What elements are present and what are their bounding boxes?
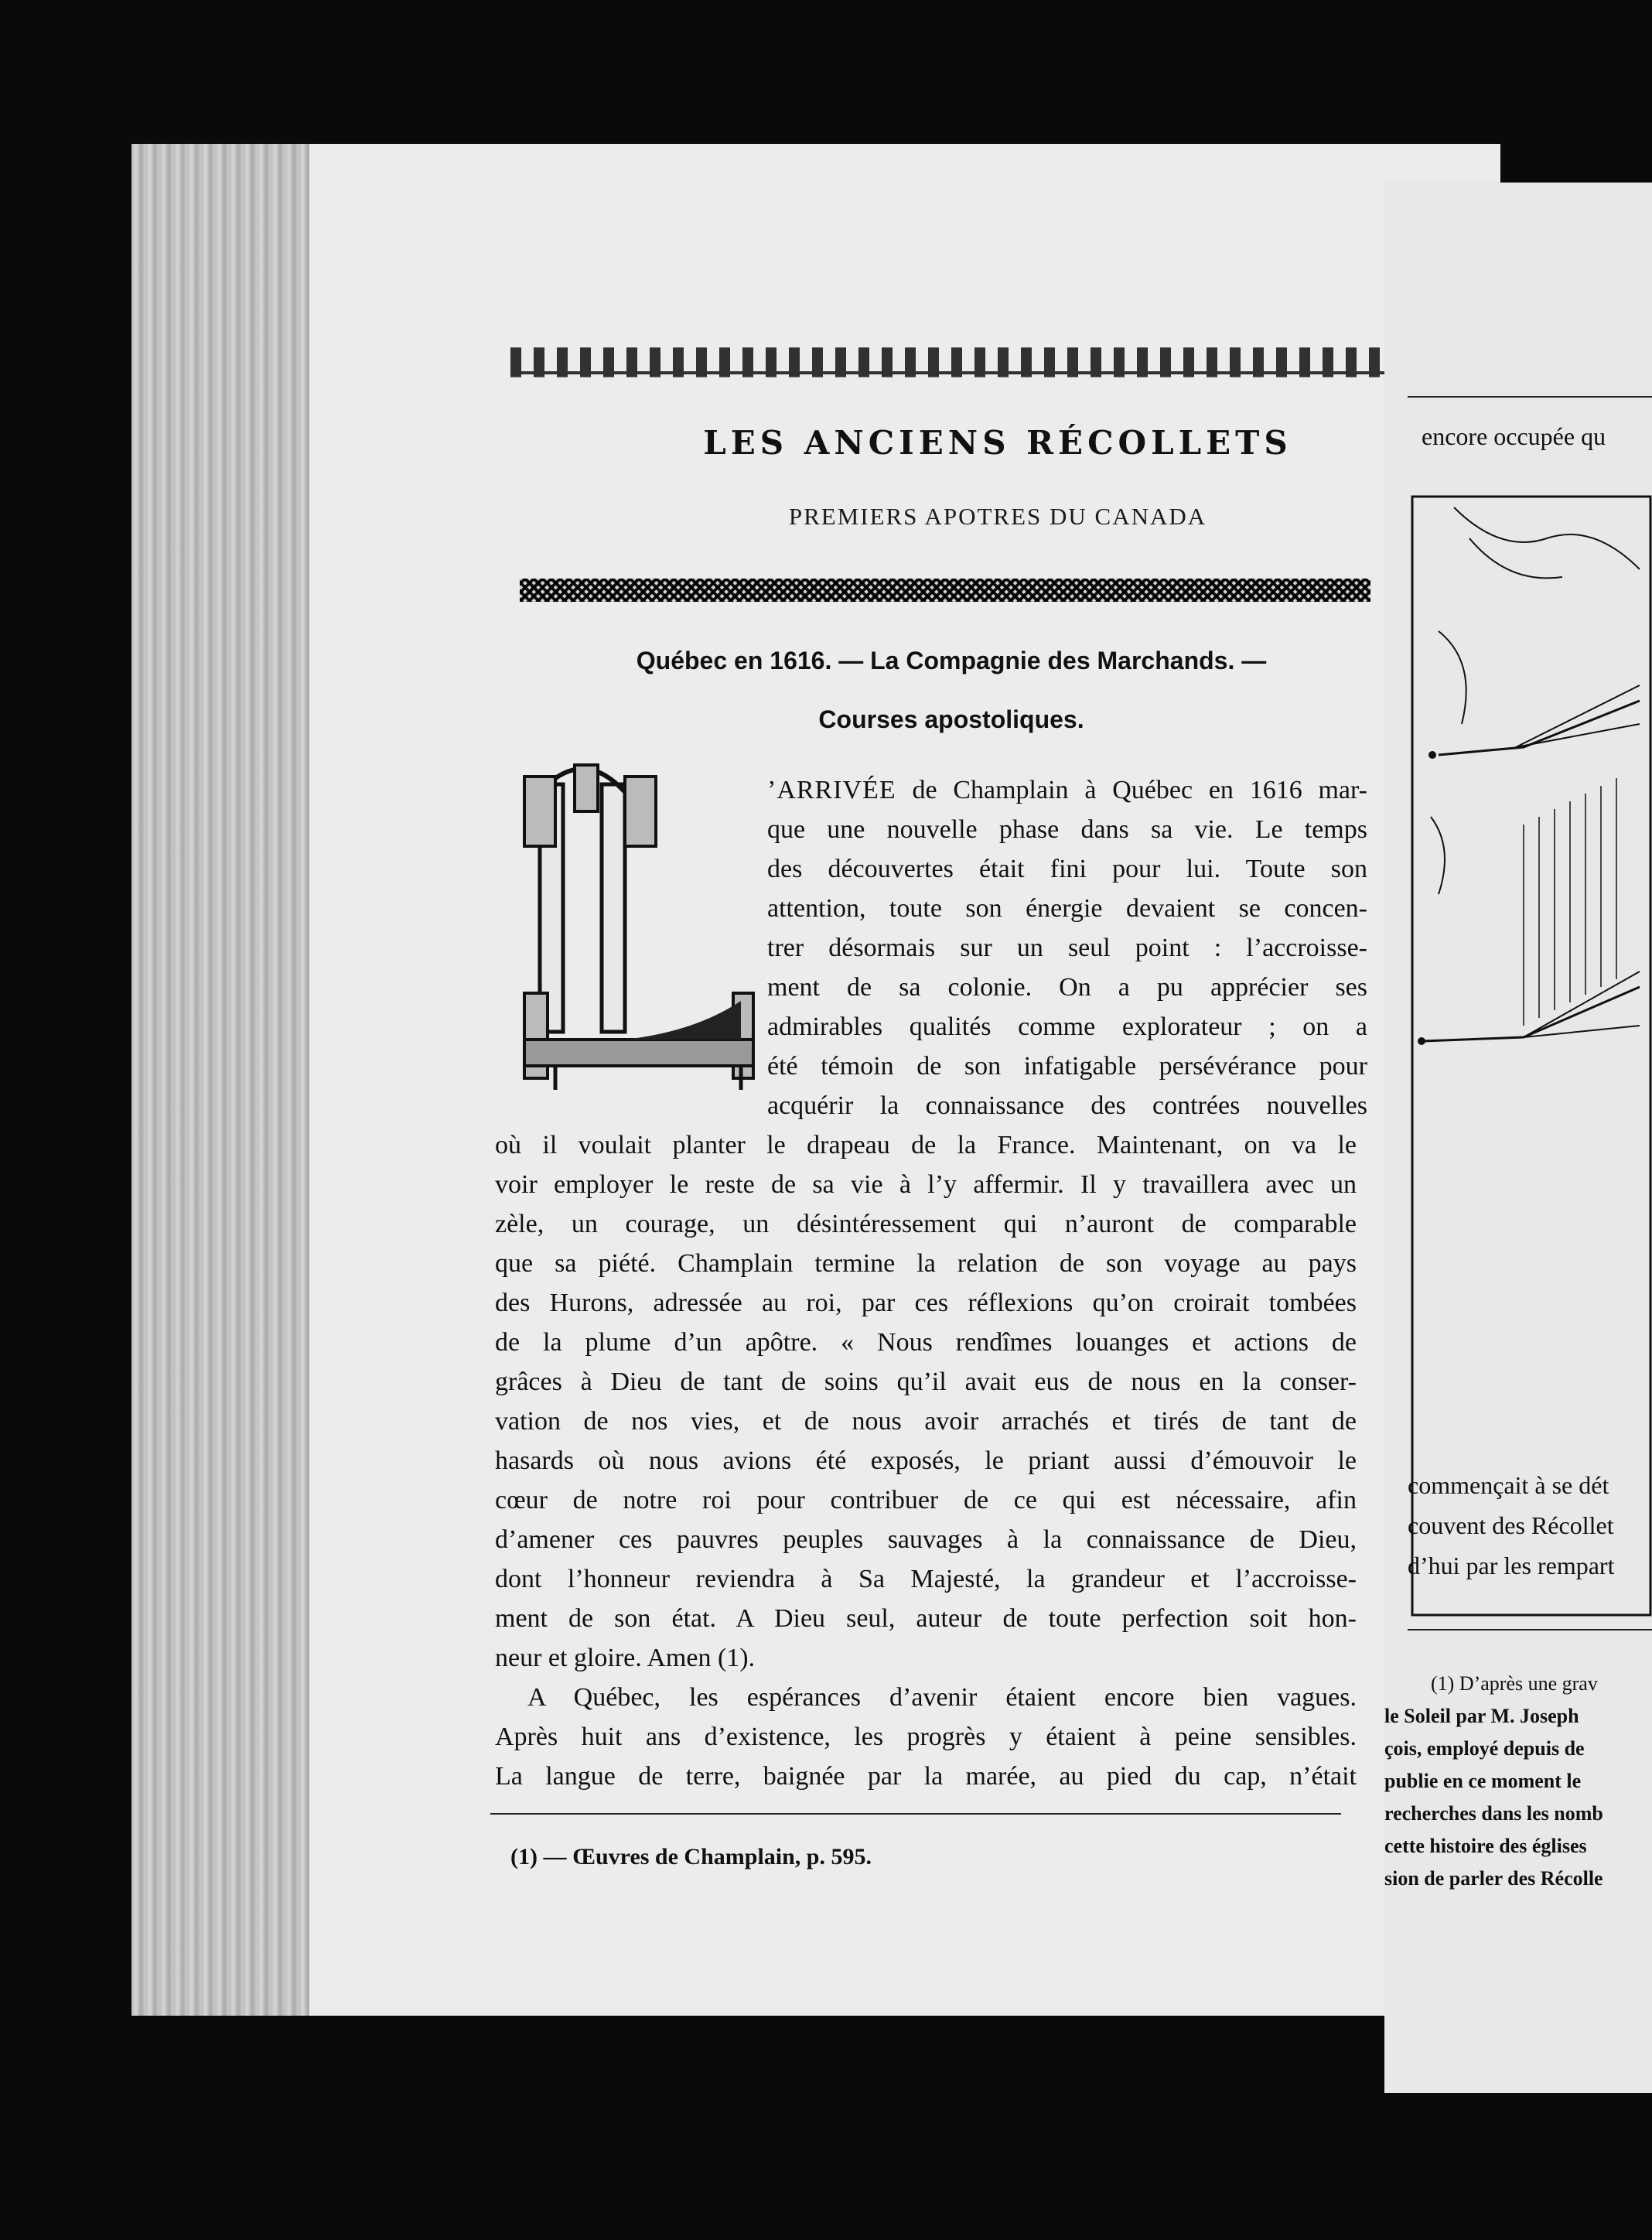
paragraph-1-line: d’amener ces pauvres peuples sauvages à la connaissance de Dieu, (495, 1525, 1357, 1554)
paragraph-1-line-1 (767, 770, 1367, 810)
right-footnote-1: (1) D’après une grav (1431, 1672, 1598, 1695)
footnote-separator-rule (490, 1813, 1341, 1815)
right-footnote-5: recherches dans les nomb (1384, 1802, 1603, 1825)
paragraph-1-line: grâces à Dieu de tant de soins qu’il avait eus de nous en la conser- (495, 1368, 1357, 1396)
page-subtitle: PREMIERS APOTRES DU CANADA (788, 503, 1207, 530)
paragraph-1-line: hasards où nous avions été exposés, le priant aussi d’émouvoir le (495, 1446, 1357, 1475)
right-page-line-3: d’hui par les rempart (1408, 1552, 1615, 1579)
paragraph-1-line: cœur de notre roi pour contribuer de ce qui est nécessaire, afin (495, 1486, 1357, 1514)
paragraph-1-line: ment de son état. A Dieu seul, auteur de toute perfection soit hon- (495, 1604, 1357, 1633)
paragraph-1-line: où il voulait planter le drapeau de la France. Maintenant, on va le (495, 1131, 1357, 1159)
right-footnote-7: sion de parler des Récolle (1384, 1867, 1603, 1890)
right-footnote-3: çois, employé depuis de (1384, 1737, 1585, 1760)
paragraph-1-line: trer désormais sur un seul point : l’accroisse- (767, 934, 1367, 962)
paragraph-1-line: admirables qualités comme explorateur ; on a (767, 1012, 1367, 1041)
page-title: LES ANCIENS RÉCOLLETS (703, 424, 1292, 462)
paragraph-1-wrap (767, 770, 1367, 1125)
right-page-top-rule (1408, 396, 1652, 398)
page-edges (131, 144, 317, 2016)
right-footnote-4: publie en ce moment le (1384, 1770, 1582, 1792)
paragraph-1-line-1-text: de Champlain à Québec en 1616 mar- (912, 776, 1367, 804)
right-page-line-1: commençait à se dét (1408, 1471, 1609, 1499)
decorative-band-ornament (520, 579, 1370, 602)
paragraph-1-line: que une nouvelle phase dans sa vie. Le temps (767, 815, 1367, 844)
paragraph-1-full-width (495, 1125, 1357, 1796)
right-page-line-2: couvent des Récollet (1408, 1511, 1614, 1539)
paragraph-1-line: voir employer le reste de sa vie à l’y affermir. Il y travaillera avec un (495, 1170, 1357, 1199)
paragraph-1-line: été témoin de son infatigable persévérance pour (767, 1052, 1367, 1081)
right-page-top-line: encore occupée qu (1422, 422, 1606, 450)
dropcap-letter-ornament (509, 761, 758, 1101)
paragraph-1-line: zèle, un courage, un désintéressement qui n’auront de comparable (495, 1210, 1357, 1238)
paragraph-1-first-word: ’ARRIVÉE (767, 776, 896, 804)
section-heading-line-2: Courses apostoliques. (818, 705, 1084, 733)
paragraph-1-line: de la plume d’un apôtre. « Nous rendîmes louanges et actions de (495, 1328, 1357, 1357)
right-footnote-6: cette histoire des églises (1384, 1835, 1587, 1857)
paragraph-2-line: Après huit ans d’existence, les progrès y étaient à peine sensibles. (495, 1723, 1357, 1751)
paragraph-1-line: attention, toute son énergie devaient se concen- (767, 894, 1367, 923)
paragraph-1-line: acquérir la connaissance des contrées nouvelles (767, 1091, 1367, 1120)
paragraph-1-line: des découvertes était fini pour lui. Toute son (767, 855, 1367, 883)
right-page-footnote-rule (1408, 1629, 1652, 1630)
paragraph-1-line: dont l’honneur reviendra à Sa Majesté, la grandeur et l’accroisse- (495, 1565, 1357, 1593)
paragraph-1-line: vation de nos vies, et de nous avoir arrachés et tirés de tant de (495, 1407, 1357, 1436)
paragraph-1-line: que sa piété. Champlain termine la relation de son voyage au pays (495, 1249, 1357, 1278)
right-footnote-2: le Soleil par M. Joseph (1384, 1705, 1579, 1727)
paragraph-1-line: des Hurons, adressée au roi, par ces réflexions qu’on croirait tombées (495, 1289, 1357, 1317)
footnote: (1) — Œuvres de Champlain, p. 595. (510, 1844, 872, 1870)
paragraph-1-line: ment de sa colonie. On a pu apprécier ses (767, 973, 1367, 1002)
section-heading-line-1: Québec en 1616. — La Compagnie des Marchands. — (636, 647, 1267, 674)
paragraph-2-line: A Québec, les espérances d’avenir étaient encore bien vagues. (527, 1683, 1357, 1712)
paragraph-2-line: La langue de terre, baignée par la marée, au pied du cap, n’était (495, 1762, 1357, 1791)
right-page (1384, 183, 1652, 2093)
paragraph-1-last-line: neur et gloire. Amen (1). (495, 1644, 756, 1672)
engraving-illustration (1408, 492, 1652, 1620)
